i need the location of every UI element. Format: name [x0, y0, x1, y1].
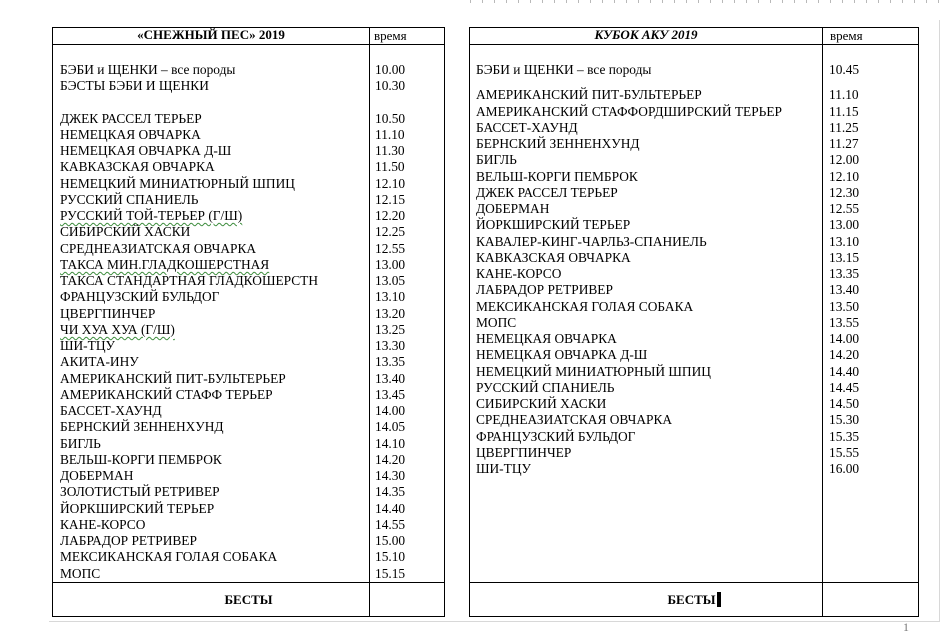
breed-name[interactable]: ДОБЕРМАН [476, 201, 550, 216]
ring-time[interactable]: 13.40 [375, 370, 406, 386]
breed-name[interactable]: СИБИРСКИЙ ХАСКИ [60, 224, 191, 240]
ring-time[interactable]: 14.20 [829, 347, 860, 363]
page-number: 1 [903, 620, 909, 634]
ring-time[interactable]: 15.00 [375, 533, 406, 548]
ring-time[interactable]: 14.00 [829, 331, 860, 346]
ring-time[interactable]: 14.55 [375, 516, 406, 532]
breed-name[interactable]: СИБИРСКИЙ ХАСКИ [476, 396, 607, 411]
ring-time[interactable]: 13.20 [375, 305, 406, 321]
text-cursor [717, 592, 721, 607]
breed-name[interactable]: ЧИ ХУА ХУА (Г/Ш) [60, 321, 175, 337]
ring-time[interactable]: 13.25 [375, 321, 406, 337]
ring-time[interactable]: 10.45 [829, 62, 860, 77]
breed-name[interactable]: ДОБЕРМАН [60, 468, 134, 483]
ring-time[interactable]: 13.40 [829, 282, 860, 298]
breed-name[interactable]: ФРАНЦУЗСКИЙ БУЛЬДОГ [476, 428, 636, 444]
breed-name[interactable]: НЕМЕЦКАЯ ОВЧАРКА Д-Ш [60, 143, 232, 158]
table-title: «СНЕЖНЫЙ ПЕС» 2019 [137, 27, 285, 42]
ring-time[interactable]: 10.00 [375, 62, 406, 77]
snow-dog-schedule-table [52, 27, 445, 617]
breed-name[interactable]: БИГЛЬ [60, 435, 101, 451]
ring-time[interactable]: 11.15 [829, 103, 859, 119]
breed-name[interactable]: РУССКИЙ СПАНИЕЛЬ [476, 379, 615, 395]
ring-time[interactable]: 10.50 [375, 110, 406, 126]
ring-time[interactable]: 13.35 [375, 354, 406, 370]
column-divider [822, 28, 823, 616]
ring-time[interactable]: 14.35 [375, 484, 406, 500]
breed-name[interactable]: БАССЕТ-ХАУНД [476, 119, 578, 135]
ring-time[interactable]: 12.55 [829, 201, 860, 216]
ring-time[interactable]: 12.25 [375, 224, 406, 240]
ring-time[interactable]: 13.10 [829, 233, 860, 249]
breed-name[interactable]: БЭСТЫ БЭБИ И ЩЕНКИ [60, 78, 209, 94]
ring-time[interactable]: 11.30 [375, 143, 405, 158]
breed-name[interactable]: КАНЕ-КОРСО [476, 266, 562, 281]
ring-time[interactable]: 13.30 [375, 338, 406, 353]
breed-name[interactable]: ЗОЛОТИСТЫЙ РЕТРИВЕР [60, 484, 220, 500]
breed-name[interactable]: БЕРНСКИЙ ЗЕННЕНХУНД [60, 419, 224, 435]
breed-name[interactable]: ЦВЕРГПИНЧЕР [60, 305, 156, 321]
breed-name[interactable]: ЛАБРАДОР РЕТРИВЕР [60, 533, 197, 548]
ring-time[interactable]: 13.10 [375, 289, 406, 305]
breed-name[interactable]: СРЕДНЕАЗИАТСКАЯ ОВЧАРКА [60, 240, 257, 256]
breed-name[interactable]: РУССКИЙ ТОЙ-ТЕРЬЕР (Г/Ш) [60, 208, 243, 223]
breed-name[interactable]: ФРАНЦУЗСКИЙ БУЛЬДОГ [60, 289, 220, 305]
time-header[interactable]: время [830, 28, 863, 43]
ring-time[interactable]: 12.10 [375, 175, 406, 191]
breed-name[interactable]: ДЖЕК РАССЕЛ ТЕРЬЕР [476, 184, 618, 200]
ring-time[interactable]: 11.27 [829, 136, 859, 151]
ring-time[interactable]: 16.00 [829, 461, 860, 476]
ring-time[interactable]: 10.30 [375, 78, 406, 94]
ring-time[interactable]: 14.30 [375, 468, 406, 483]
breed-name[interactable]: КАВКАЗСКАЯ ОВЧАРКА [476, 249, 631, 265]
ring-time[interactable]: 14.00 [375, 403, 406, 418]
ring-time[interactable]: 14.45 [829, 379, 860, 395]
ring-time[interactable]: 11.50 [375, 159, 405, 175]
ring-time[interactable]: 12.20 [375, 208, 406, 223]
breed-name[interactable]: БЕРНСКИЙ ЗЕННЕНХУНД [476, 136, 640, 151]
ring-time[interactable]: 12.10 [829, 168, 860, 184]
breed-name[interactable]: НЕМЕЦКИЙ МИНИАТЮРНЫЙ ШПИЦ [476, 363, 711, 379]
breed-name[interactable]: ДЖЕК РАССЕЛ ТЕРЬЕР [60, 110, 202, 126]
ruler-ticks [470, 0, 942, 3]
ring-time[interactable]: 15.55 [829, 444, 860, 460]
breed-name[interactable]: НЕМЕЦКАЯ ОВЧАРКА [60, 126, 201, 142]
breed-name[interactable]: АМЕРИКАНСКИЙ ПИТ-БУЛЬТЕРЬЕР [476, 87, 702, 103]
breed-name[interactable]: МЕКСИКАНСКАЯ ГОЛАЯ СОБАКА [60, 549, 278, 565]
breed-name[interactable]: ВЕЛЬШ-КОРГИ ПЕМБРОК [476, 168, 638, 184]
ring-time[interactable]: 13.50 [829, 298, 860, 314]
breed-name[interactable]: КАВАЛЕР-КИНГ-ЧАРЛЬЗ-СПАНИЕЛЬ [476, 233, 707, 249]
breed-name[interactable]: АМЕРИКАНСКИЙ СТАФФ ТЕРЬЕР [60, 386, 273, 402]
breed-name[interactable]: НЕМЕЦКАЯ ОВЧАРКА [476, 331, 617, 346]
column-divider [369, 28, 370, 616]
aku-cup-schedule-table [469, 27, 919, 617]
ring-time[interactable]: 12.00 [829, 152, 860, 168]
breed-name[interactable]: ЙОРКШИРСКИЙ ТЕРЬЕР [60, 500, 215, 516]
breed-name[interactable]: МЕКСИКАНСКАЯ ГОЛАЯ СОБАКА [476, 298, 694, 314]
ring-time[interactable]: 13.35 [829, 266, 860, 281]
breed-name[interactable]: СРЕДНЕАЗИАТСКАЯ ОВЧАРКА [476, 412, 673, 428]
breed-name[interactable]: ЦВЕРГПИНЧЕР [476, 444, 572, 460]
ring-time[interactable]: 13.05 [375, 273, 406, 288]
ring-time[interactable]: 11.10 [829, 87, 859, 103]
ring-time[interactable]: 11.25 [829, 119, 859, 135]
breed-name[interactable]: ЙОРКШИРСКИЙ ТЕРЬЕР [476, 217, 631, 233]
ring-time[interactable]: 12.55 [375, 240, 406, 256]
breed-name[interactable]: ВЕЛЬШ-КОРГИ ПЕМБРОК [60, 451, 222, 467]
ring-time[interactable]: 12.15 [375, 191, 406, 207]
ring-time[interactable]: 13.00 [829, 217, 860, 233]
breed-name[interactable]: БЭБИ и ЩЕНКИ – все породы [60, 62, 236, 77]
breed-name[interactable]: НЕМЕЦКИЙ МИНИАТЮРНЫЙ ШПИЦ [60, 175, 295, 191]
breed-name[interactable]: НЕМЕЦКАЯ ОВЧАРКА Д-Ш [476, 347, 648, 363]
ring-time[interactable]: 13.55 [829, 314, 860, 330]
breed-name[interactable]: БАССЕТ-ХАУНД [60, 403, 162, 418]
ring-time[interactable]: 13.45 [375, 386, 406, 402]
bests-label[interactable] [470, 592, 918, 608]
ring-time[interactable]: 15.10 [375, 549, 406, 565]
ring-time[interactable]: 14.40 [375, 500, 406, 516]
breed-name[interactable]: АМЕРИКАНСКИЙ СТАФФОРДШИРСКИЙ ТЕРЬЕР [476, 103, 782, 119]
breed-name[interactable]: МОПС [60, 565, 101, 581]
ring-time[interactable]: 14.50 [829, 396, 860, 411]
bests-text: БЕСТЫ [667, 592, 716, 607]
breed-name[interactable]: ШИ-ТЦУ [476, 461, 531, 476]
breed-name[interactable]: АМЕРИКАНСКИЙ ПИТ-БУЛЬТЕРЬЕР [60, 370, 286, 386]
ring-time[interactable]: 13.00 [375, 256, 406, 272]
breed-name[interactable]: БИГЛЬ [476, 152, 517, 168]
breed-name[interactable]: РУССКИЙ СПАНИЕЛЬ [60, 191, 199, 207]
breed-name[interactable]: БЭБИ и ЩЕНКИ – все породы [476, 62, 652, 77]
ring-time[interactable]: 11.10 [375, 126, 405, 142]
ring-time[interactable]: 15.15 [375, 565, 406, 581]
ring-time[interactable]: 14.20 [375, 451, 406, 467]
ring-time[interactable]: 14.40 [829, 363, 860, 379]
ring-time[interactable]: 12.30 [829, 184, 860, 200]
ring-time[interactable]: 14.10 [375, 435, 406, 451]
time-header[interactable]: время [374, 28, 407, 43]
breed-name[interactable]: КАНЕ-КОРСО [60, 516, 146, 532]
table-title: КУБОК АКУ 2019 [594, 27, 698, 42]
ring-time[interactable]: 13.15 [829, 249, 860, 265]
breed-name[interactable]: ШИ-ТЦУ [60, 338, 115, 353]
breed-name[interactable]: ЛАБРАДОР РЕТРИВЕР [476, 282, 613, 298]
ring-time[interactable]: 15.35 [829, 428, 860, 444]
ring-time[interactable]: 14.05 [375, 419, 406, 435]
bests-label: БЕСТЫ [224, 592, 273, 607]
breed-name[interactable]: КАВКАЗСКАЯ ОВЧАРКА [60, 159, 215, 175]
breed-name[interactable]: АКИТА-ИНУ [60, 354, 139, 370]
breed-name[interactable]: МОПС [476, 314, 517, 330]
ring-time[interactable]: 15.30 [829, 412, 860, 428]
breed-name[interactable]: ТАКСА СТАНДАРТНАЯ ГЛАДКОШЕРСТН [60, 273, 319, 288]
breed-name[interactable]: ТАКСА МИН.ГЛАДКОШЕРСТНАЯ [60, 256, 270, 272]
